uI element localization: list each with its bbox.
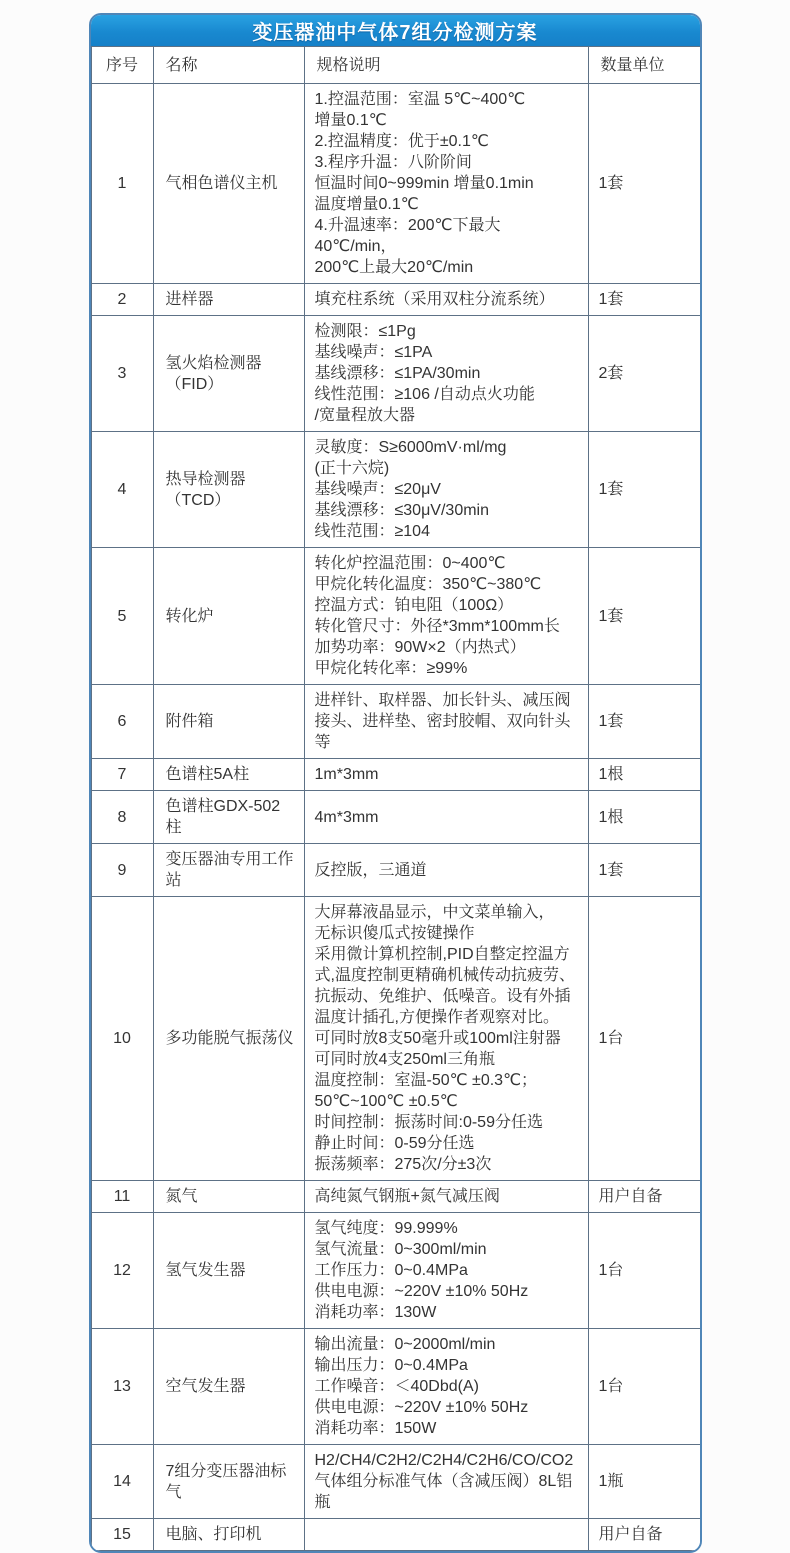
spec-line: 工作噪音：＜40Dbd(A): [314, 1378, 479, 1395]
cell-spec: [304, 284, 588, 316]
spec-line: 温度计插孔,方便操作者观察对比。: [314, 1009, 559, 1026]
cell-qty-unit: 1套: [588, 432, 700, 548]
header-seq-no: 序号: [91, 47, 153, 84]
table-body: [91, 84, 700, 1551]
spec-line: 振荡频率：275次/分±3次: [314, 1156, 492, 1173]
spec-line: 输出流量：0~2000ml/min: [314, 1336, 496, 1353]
spec-line: 转化管尺寸：外径*3mm*100mm长: [314, 618, 560, 635]
cell-qty-unit: 1套: [588, 548, 700, 685]
spec-line: 填充柱系统（采用双柱分流系统）: [314, 291, 555, 308]
table-row: [91, 84, 700, 284]
spec-line: 基线噪声：≤20μV: [314, 481, 441, 498]
cell-spec: [304, 1213, 588, 1329]
page-title: 变压器油中气体7组分检测方案: [91, 15, 700, 46]
table-row: [91, 548, 700, 685]
spec-line: 消耗功率：150W: [314, 1420, 437, 1437]
spec-line: 氢气流量：0~300ml/min: [314, 1241, 487, 1258]
spec-line: H2/CH4/C2H2/C2H4/C2H6/CO/CO2: [314, 1452, 574, 1469]
spec-line: 可同时放8支50毫升或100ml注射器: [314, 1030, 561, 1047]
spec-line: 50℃~100℃ ±0.5℃: [314, 1093, 458, 1110]
spec-table: [91, 46, 701, 1551]
cell-spec: [304, 759, 588, 791]
cell-seq-no: 7: [91, 759, 153, 791]
cell-qty-unit: 1台: [588, 897, 700, 1181]
cell-name: 色谱柱GDX-502柱: [153, 791, 304, 844]
spec-line: 基线噪声：≤1PA: [314, 344, 433, 361]
spec-line: 高纯氮气钢瓶+氮气减压阀: [314, 1188, 500, 1205]
cell-qty-unit: 1台: [588, 1329, 700, 1445]
spec-line: 氢气纯度：99.999%: [314, 1220, 458, 1237]
spec-line: 可同时放4支250ml三角瓶: [314, 1051, 495, 1068]
cell-qty-unit: 1根: [588, 791, 700, 844]
cell-qty-unit: 1台: [588, 1213, 700, 1329]
cell-name: 氢气发生器: [153, 1213, 304, 1329]
cell-seq-no: 4: [91, 432, 153, 548]
cell-seq-no: 15: [91, 1519, 153, 1551]
table-row: [91, 1213, 700, 1329]
table-row: [91, 897, 700, 1181]
spec-line: 式,温度控制更精确机械传动抗疲劳、: [314, 967, 575, 984]
spec-line: 静止时间：0-59分任选: [314, 1135, 475, 1152]
spec-line: 200℃上最大20℃/min: [314, 259, 474, 276]
spec-line: 供电电源：~220V ±10% 50Hz: [314, 1283, 529, 1300]
spec-line: 线性范围：≥106 /自动点火功能: [314, 386, 535, 403]
cell-name: 进样器: [153, 284, 304, 316]
cell-spec: [304, 1181, 588, 1213]
cell-name: 气相色谱仪主机: [153, 84, 304, 284]
cell-qty-unit: 2套: [588, 316, 700, 432]
spec-line: 灵敏度：S≥6000mV·ml/mg: [314, 439, 507, 456]
spec-sheet: [89, 13, 702, 1553]
spec-line: 1m*3mm: [314, 766, 379, 783]
spec-line: /宽量程放大器: [314, 407, 415, 424]
table-row: [91, 1519, 700, 1551]
spec-line: 反控版，三通道: [314, 861, 427, 879]
cell-seq-no: 1: [91, 84, 153, 284]
table-row: [91, 1329, 700, 1445]
table-row: [91, 791, 700, 844]
spec-line: 采用微计算机控制,PID自整定控温方: [314, 946, 570, 963]
spec-line: 4m*3mm: [314, 808, 379, 826]
spec-line: 3.程序升温：八阶阶间: [314, 154, 472, 171]
spec-line: 甲烷化转化率：≥99%: [314, 660, 468, 677]
spec-line: 检测限：≤1Pg: [314, 323, 416, 340]
cell-seq-no: 9: [91, 844, 153, 897]
cell-name: 7组分变压器油标气: [153, 1445, 304, 1519]
cell-seq-no: 13: [91, 1329, 153, 1445]
cell-qty-unit: 1套: [588, 685, 700, 759]
cell-qty-unit: 用户自备: [588, 1519, 700, 1551]
spec-line: 工作压力：0~0.4MPa: [314, 1262, 468, 1279]
spec-line: 温度控制：室温-50℃ ±0.3℃；: [314, 1072, 538, 1089]
spec-line: 供电电源：~220V ±10% 50Hz: [314, 1399, 529, 1416]
cell-name: 氮气: [153, 1181, 304, 1213]
cell-spec: [304, 844, 588, 897]
spec-line: 增量0.1℃: [314, 112, 387, 129]
header-qty-unit: 数量单位: [588, 47, 700, 84]
cell-seq-no: 5: [91, 548, 153, 685]
spec-line: 线性范围：≥104: [314, 523, 430, 540]
spec-line: 无标识傻瓜式按键操作: [314, 925, 475, 942]
cell-seq-no: 8: [91, 791, 153, 844]
cell-qty-unit: 1根: [588, 759, 700, 791]
cell-seq-no: 6: [91, 685, 153, 759]
cell-name: 多功能脱气振荡仪: [153, 897, 304, 1181]
cell-spec: [304, 548, 588, 685]
spec-line: 控温方式：铂电阻（100Ω）: [314, 597, 514, 614]
cell-name: 电脑、打印机: [153, 1519, 304, 1551]
spec-line: 抗振动、免维护、低噪音。设有外插: [314, 988, 571, 1005]
table-row: [91, 316, 700, 432]
spec-line: 输出压力：0~0.4MPa: [314, 1357, 468, 1374]
spec-line: 4.升温速率：200℃下最大40℃/min，: [314, 217, 501, 255]
cell-qty-unit: 用户自备: [588, 1181, 700, 1213]
cell-spec: [304, 685, 588, 759]
cell-spec: [304, 432, 588, 548]
cell-name: 氢火焰检测器（FID）: [153, 316, 304, 432]
table-row: [91, 759, 700, 791]
table-row: [91, 1445, 700, 1519]
table-row: [91, 284, 700, 316]
spec-line: 消耗功率：130W: [314, 1304, 437, 1321]
cell-name: 附件箱: [153, 685, 304, 759]
cell-spec: [304, 1519, 588, 1551]
cell-name: 色谱柱5A柱: [153, 759, 304, 791]
cell-spec: [304, 791, 588, 844]
cell-qty-unit: 1套: [588, 844, 700, 897]
header-name: 名称: [153, 47, 304, 84]
table-row: [91, 432, 700, 548]
spec-line: 甲烷化转化温度：350℃~380℃: [314, 576, 542, 593]
spec-line: 时间控制：振荡时间:0-59分任选: [314, 1114, 543, 1131]
header-spec: 规格说明: [304, 47, 588, 84]
spec-line: 大屏幕液晶显示，中文菜单输入，: [314, 904, 555, 921]
cell-spec: [304, 1445, 588, 1519]
cell-seq-no: 14: [91, 1445, 153, 1519]
cell-name: 转化炉: [153, 548, 304, 685]
spec-line: 温度增量0.1℃: [314, 196, 419, 213]
spec-line: (正十六烷): [314, 460, 390, 477]
cell-seq-no: 10: [91, 897, 153, 1181]
spec-line: 2.控温精度：优于±0.1℃: [314, 133, 489, 150]
table-row: [91, 1181, 700, 1213]
table-header-row: [91, 47, 700, 84]
spec-line: 进样针、取样器、加长针头、减压阀接头、进样垫、密封胶帽、双向针头等: [314, 692, 571, 751]
spec-line: 恒温时间0~999min 增量0.1min: [314, 175, 534, 192]
cell-qty-unit: 1瓶: [588, 1445, 700, 1519]
cell-qty-unit: 1套: [588, 284, 700, 316]
spec-line: 加势功率：90W×2（内热式）: [314, 639, 526, 656]
spec-line: 基线漂移：≤30μV/30min: [314, 502, 489, 519]
spec-line: 气体组分标准气体（含减压阀）8L铝瓶: [314, 1473, 573, 1511]
cell-name: 空气发生器: [153, 1329, 304, 1445]
spec-line: 1.控温范围：室温 5℃~400℃: [314, 91, 526, 108]
cell-qty-unit: 1套: [588, 84, 700, 284]
spec-line: 基线漂移：≤1PA/30min: [314, 365, 481, 382]
cell-spec: [304, 84, 588, 284]
spec-line: 转化炉控温范围：0~400℃: [314, 555, 506, 572]
cell-name: 变压器油专用工作站: [153, 844, 304, 897]
cell-spec: [304, 316, 588, 432]
cell-spec: [304, 1329, 588, 1445]
cell-name: 热导检测器（TCD）: [153, 432, 304, 548]
cell-seq-no: 12: [91, 1213, 153, 1329]
cell-spec: [304, 897, 588, 1181]
cell-seq-no: 2: [91, 284, 153, 316]
cell-seq-no: 3: [91, 316, 153, 432]
cell-seq-no: 11: [91, 1181, 153, 1213]
table-row: [91, 844, 700, 897]
table-row: [91, 685, 700, 759]
